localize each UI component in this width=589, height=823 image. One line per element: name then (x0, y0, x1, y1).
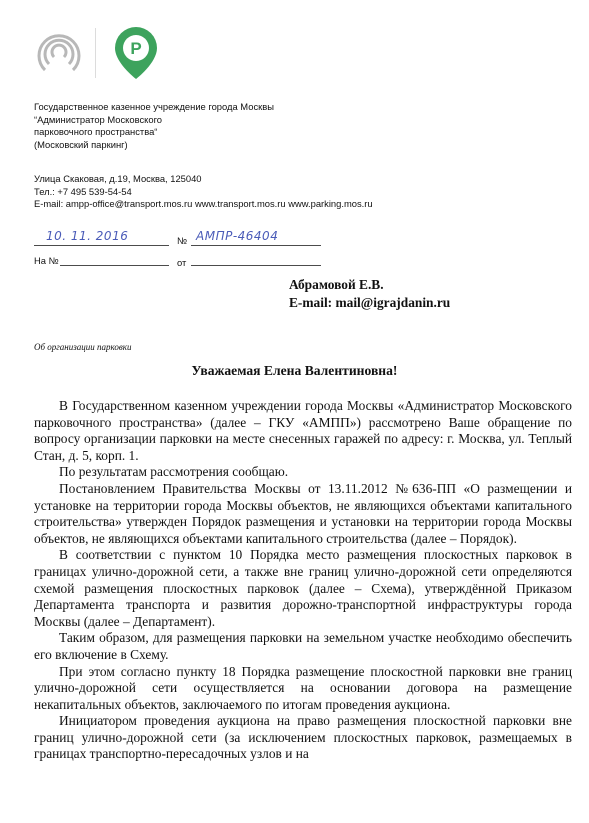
organization-name: Государственное казенное учреждение города Москвы “Администратор Московского парковочного пространства“ (Московский паркинг) (34, 101, 274, 150)
paragraph: Постановлением Правительства Москвы от 13.11.2012 №636-ПП «О размещении и установке на территории города Москвы объектов, не являющихся объектами капитального строительства» утвержден Порядок размещения и установки на территории города Москвы объектов, не являющихся объектами капитального строительства (далее – Порядок). (34, 480, 572, 546)
subject-line: Об организации парковки (34, 342, 132, 352)
incoming-number-line (60, 265, 169, 266)
outgoing-number-label: № (177, 235, 188, 246)
paragraph: При этом согласно пункту 18 Порядка размещение плоскостной парковки вне границ улично-дорожной сети осуществляется на основании договора на размещение некапитальных объектов, заключаемого по итогам проведения аукциона. (34, 663, 572, 712)
number-line (191, 245, 321, 246)
outgoing-date: 10. 11. 2016 (46, 229, 129, 243)
parking-logo (112, 25, 160, 81)
letter-body (34, 398, 572, 763)
incoming-date-line (191, 265, 321, 266)
svg-text:P: P (130, 39, 142, 58)
recipient-name: Абрамовой Е.В. (289, 277, 384, 292)
recipient-email: E-mail: mail@igrajdanin.ru (289, 295, 451, 310)
moscow-city-logo (33, 26, 85, 82)
outgoing-number: АМПР-46404 (196, 229, 279, 243)
logo-divider (95, 28, 96, 78)
paragraph: Таким образом, для размещения парковки на земельном участке необходимо обеспечить его включение в Схему. (34, 630, 572, 662)
paragraph: По результатам рассмотрения сообщаю. (59, 464, 289, 480)
incoming-number-label: На № (34, 255, 59, 266)
greeting: Уважаемая Елена Валентиновна! (191, 363, 398, 378)
paragraph: В соответствии с пунктом 10 Порядка место размещения плоскостных парковок в границах улично-дорожной сети, а также вне границ улично-дорожной сети определяются схемой размещения плоскостных парковок (далее – Схема), утверждённой Приказом Департамента транспорта и развития дорожно-транспортной инфраструктуры города Москвы (далее – Департамент). (34, 547, 572, 629)
paragraph: В Государственном казенном учреждении города Москвы «Администратор Московского парковочного пространства» (далее – ГКУ «АМПП») рассмотрено Ваше обращение по вопросу организации парковки на месте снесенных гаражей по адресу: г. Москва, ул. Теплый Стан, д. 5, корп. 1. (34, 398, 572, 463)
recipient (289, 276, 450, 312)
date-line (34, 245, 169, 246)
incoming-from-label: от (177, 257, 187, 268)
paragraph: Инициатором проведения аукциона на право размещения плоскостной парковки вне границ улично-дорожной сети (за исключением плоскостных парковок, размещаемых в границах транспортно-пересадочных узлов и на (34, 713, 572, 762)
organization-address: Улица Скаковая, д.19, Москва, 125040 Тел.: +7 495 539-54-54 E-mail: ampp-office@transport.mos.ru www.transport.mos.ru www.parking.mos.ru (34, 173, 373, 210)
